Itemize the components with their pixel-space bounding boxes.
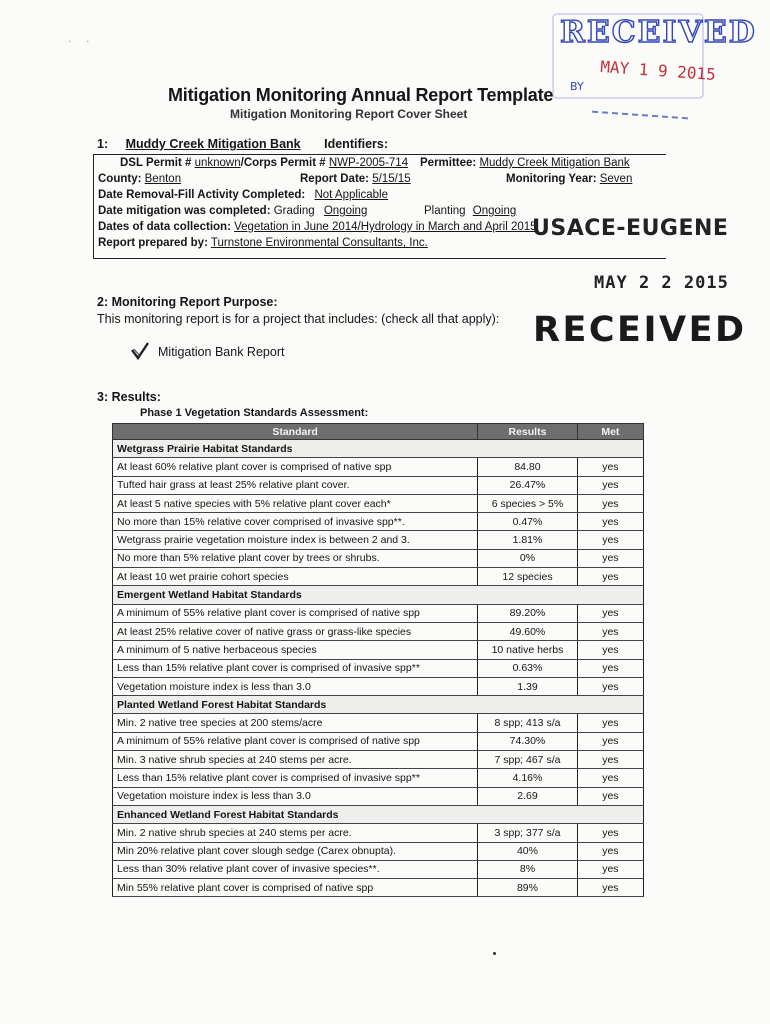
met-cell: yes — [577, 604, 643, 622]
results-cell: 4.16% — [478, 769, 578, 787]
table-row — [113, 879, 644, 897]
table-row — [113, 513, 644, 531]
dsl-permit-label: DSL Permit # — [120, 157, 192, 169]
table-row — [113, 860, 644, 878]
standard-cell: Vegetation moisture index is less than 3.0 — [113, 677, 478, 695]
table-row — [113, 824, 644, 842]
table-row — [113, 641, 644, 659]
mitigation-completed-line — [98, 204, 387, 220]
monitoring-year-label: Monitoring Year: — [506, 173, 597, 185]
met-cell: yes — [577, 513, 643, 531]
standard-cell: A minimum of 55% relative plant cover is comprised of native spp — [113, 604, 478, 622]
met-cell: yes — [577, 677, 643, 695]
monitoring-year-value: Seven — [599, 173, 633, 185]
standard-cell: Min. 3 native shrub species at 240 stems per acre. — [113, 751, 478, 769]
results-cell: 49.60% — [478, 622, 578, 640]
standard-cell: At least 5 native species with 5% relative plant cover each* — [113, 494, 478, 512]
results-cell: 26.47% — [478, 476, 578, 494]
removal-line — [98, 188, 394, 204]
usace-eugene-stamp: USACE-EUGENE — [532, 216, 729, 241]
monitoring-year-line — [506, 172, 632, 188]
met-cell: yes — [577, 622, 643, 640]
dsl-permit-value: unknown — [194, 157, 241, 169]
table-body — [113, 440, 644, 897]
standard-cell: Less than 15% relative plant cover is comprised of invasive spp** — [113, 769, 478, 787]
report-date-line — [300, 172, 433, 188]
table-row — [113, 531, 644, 549]
met-cell: yes — [577, 458, 643, 476]
met-cell: yes — [577, 751, 643, 769]
mitigation-bank-label: Mitigation Bank Report — [158, 345, 285, 359]
prepared-by-value: Turnstone Environmental Consultants, Inc. — [210, 237, 428, 249]
removal-label: Date Removal-Fill Activity Completed: — [98, 189, 306, 201]
corps-permit-value: NWP-2005-714 — [328, 157, 409, 169]
prepared-by-label: Report prepared by: — [98, 237, 208, 249]
results-cell: 1.81% — [478, 531, 578, 549]
permittee-line — [420, 156, 630, 172]
results-cell: 0.63% — [478, 659, 578, 677]
table-row — [113, 787, 644, 805]
results-cell: 12 species — [478, 568, 578, 586]
removal-value: Not Applicable — [314, 189, 388, 201]
section-3-heading: 3: Results: — [97, 390, 161, 404]
svg-text:BY: BY — [570, 80, 584, 93]
met-cell: yes — [577, 860, 643, 878]
table-row — [113, 751, 644, 769]
standard-cell: Min. 2 native shrub species at 240 stems per acre. — [113, 824, 478, 842]
received-date-stamp: MAY 2 2 2015 — [594, 273, 729, 293]
met-cell: yes — [577, 568, 643, 586]
table-row — [113, 476, 644, 494]
met-cell: yes — [577, 842, 643, 860]
svg-text:MAY 1 9 2015: MAY 1 9 2015 — [599, 57, 717, 85]
table-row — [113, 769, 644, 787]
standard-cell: Less than 15% relative plant cover is comprised of invasive spp** — [113, 659, 478, 677]
received-stamp — [550, 10, 757, 105]
received-stamp-large: RECEIVED — [533, 310, 747, 350]
results-cell: 7 spp; 467 s/a — [478, 751, 578, 769]
header-results: Results — [478, 424, 578, 440]
planting-value: Ongoing — [472, 205, 517, 217]
table-row — [113, 622, 644, 640]
results-cell: 3 spp; 377 s/a — [478, 824, 578, 842]
section-1-number: 1: — [97, 137, 109, 151]
table-row — [113, 659, 644, 677]
standard-cell: Wetgrass prairie vegetation moisture index is between 2 and 3. — [113, 531, 478, 549]
header-standard: Standard — [113, 424, 478, 440]
section-2-text: This monitoring report is for a project that includes: (check all that apply): — [97, 312, 500, 326]
grading-label: Grading — [273, 205, 315, 217]
met-cell: yes — [577, 531, 643, 549]
standard-cell: No more than 15% relative cover comprised of invasive spp**. — [113, 513, 478, 531]
standard-cell: At least 60% relative plant cover is comprised of native spp — [113, 458, 478, 476]
results-cell: 40% — [478, 842, 578, 860]
standard-cell: A minimum of 55% relative plant cover is comprised of native spp — [113, 732, 478, 750]
results-cell: 6 species > 5% — [478, 494, 578, 512]
table-section-title: Enhanced Wetland Forest Habitat Standards — [113, 805, 644, 823]
county-line — [98, 172, 221, 188]
planting-label: Planting — [424, 205, 466, 217]
corps-permit-label: /Corps Permit # — [240, 157, 326, 169]
results-cell: 1.39 — [478, 677, 578, 695]
results-cell: 89% — [478, 879, 578, 897]
permittee-label: Permittee: — [420, 157, 477, 169]
permit-line — [120, 156, 408, 172]
phase-1-heading: Phase 1 Vegetation Standards Assessment: — [140, 407, 369, 419]
results-cell: 10 native herbs — [478, 641, 578, 659]
document-title: Mitigation Monitoring Annual Report Template — [168, 85, 554, 105]
report-date-value: 5/15/15 — [372, 173, 411, 185]
identifiers-box — [93, 154, 666, 259]
met-cell: yes — [577, 659, 643, 677]
met-cell: yes — [577, 641, 643, 659]
bank-name: Muddy Creek Mitigation Bank — [125, 137, 301, 151]
standard-cell: At least 10 wet prairie cohort species — [113, 568, 478, 586]
data-collection-line — [98, 220, 537, 236]
mitigation-bank-item — [130, 342, 284, 360]
permittee-value: Muddy Creek Mitigation Bank — [479, 157, 630, 169]
header-met: Met — [577, 424, 643, 440]
standard-cell: Tufted hair grass at least 25% relative plant cover. — [113, 476, 478, 494]
standard-cell: Vegetation moisture index is less than 3.0 — [113, 787, 478, 805]
standard-cell: Min. 2 native tree species at 200 stems/acre — [113, 714, 478, 732]
grading-value: Ongoing — [323, 205, 368, 217]
table-section-row — [113, 586, 644, 604]
results-cell: 8 spp; 413 s/a — [478, 714, 578, 732]
met-cell: yes — [577, 732, 643, 750]
results-cell: 0% — [478, 549, 578, 567]
table-section-title: Wetgrass Prairie Habitat Standards — [113, 440, 644, 458]
standard-cell: Less than 30% relative plant cover of invasive species**. — [113, 860, 478, 878]
data-collection-label: Dates of data collection: — [98, 221, 231, 233]
table-row — [113, 714, 644, 732]
table-row — [113, 568, 644, 586]
met-cell: yes — [577, 787, 643, 805]
results-cell: 0.47% — [478, 513, 578, 531]
table-row — [113, 549, 644, 567]
county-value: Benton — [144, 173, 182, 185]
table-row — [113, 494, 644, 512]
table-section-row — [113, 696, 644, 714]
standard-cell: A minimum of 5 native herbaceous species — [113, 641, 478, 659]
results-cell: 2.69 — [478, 787, 578, 805]
table-section-row — [113, 440, 644, 458]
vegetation-standards-table — [112, 423, 644, 897]
standard-cell: Min 55% relative plant cover is comprised of native spp — [113, 879, 478, 897]
table-section-title: Emergent Wetland Habitat Standards — [113, 586, 644, 604]
standard-cell: No more than 5% relative plant cover by trees or shrubs. — [113, 549, 478, 567]
standard-cell: At least 25% relative cover of native grass or grass-like species — [113, 622, 478, 640]
report-date-label: Report Date: — [300, 173, 370, 185]
results-cell: 84.80 — [478, 458, 578, 476]
table-row — [113, 842, 644, 860]
standard-cell: Min 20% relative plant cover slough sedge (Carex obnupta). — [113, 842, 478, 860]
svg-text:RECEIVED: RECEIVED — [560, 15, 757, 50]
table-row — [113, 458, 644, 476]
stray-mark — [493, 952, 496, 955]
prepared-by-line — [98, 236, 432, 252]
table-row — [113, 604, 644, 622]
document-subtitle: Mitigation Monitoring Report Cover Sheet — [230, 107, 468, 121]
table-section-title: Planted Wetland Forest Habitat Standards — [113, 696, 644, 714]
table-section-row — [113, 805, 644, 823]
planting-line — [424, 204, 522, 220]
data-collection-value: Vegetation in June 2014/Hydrology in March and April 2015 — [234, 221, 537, 233]
met-cell: yes — [577, 824, 643, 842]
mitigation-completed-label: Date mitigation was completed: — [98, 205, 271, 217]
table-header-row — [113, 424, 644, 440]
met-cell: yes — [577, 476, 643, 494]
checkmark-icon — [130, 342, 150, 360]
results-cell: 74.30% — [478, 732, 578, 750]
table-row — [113, 677, 644, 695]
section-2-heading: 2: Monitoring Report Purpose: — [97, 295, 278, 309]
stamp-underline — [592, 111, 688, 120]
results-cell: 8% — [478, 860, 578, 878]
identifiers-label: Identifiers: — [324, 137, 389, 151]
met-cell: yes — [577, 769, 643, 787]
met-cell: yes — [577, 494, 643, 512]
results-cell: 89.20% — [478, 604, 578, 622]
section-1-heading — [97, 137, 388, 151]
met-cell: yes — [577, 549, 643, 567]
county-label: County: — [98, 173, 142, 185]
met-cell: yes — [577, 714, 643, 732]
scan-marks: · · — [68, 36, 96, 47]
met-cell: yes — [577, 879, 643, 897]
table-row — [113, 732, 644, 750]
